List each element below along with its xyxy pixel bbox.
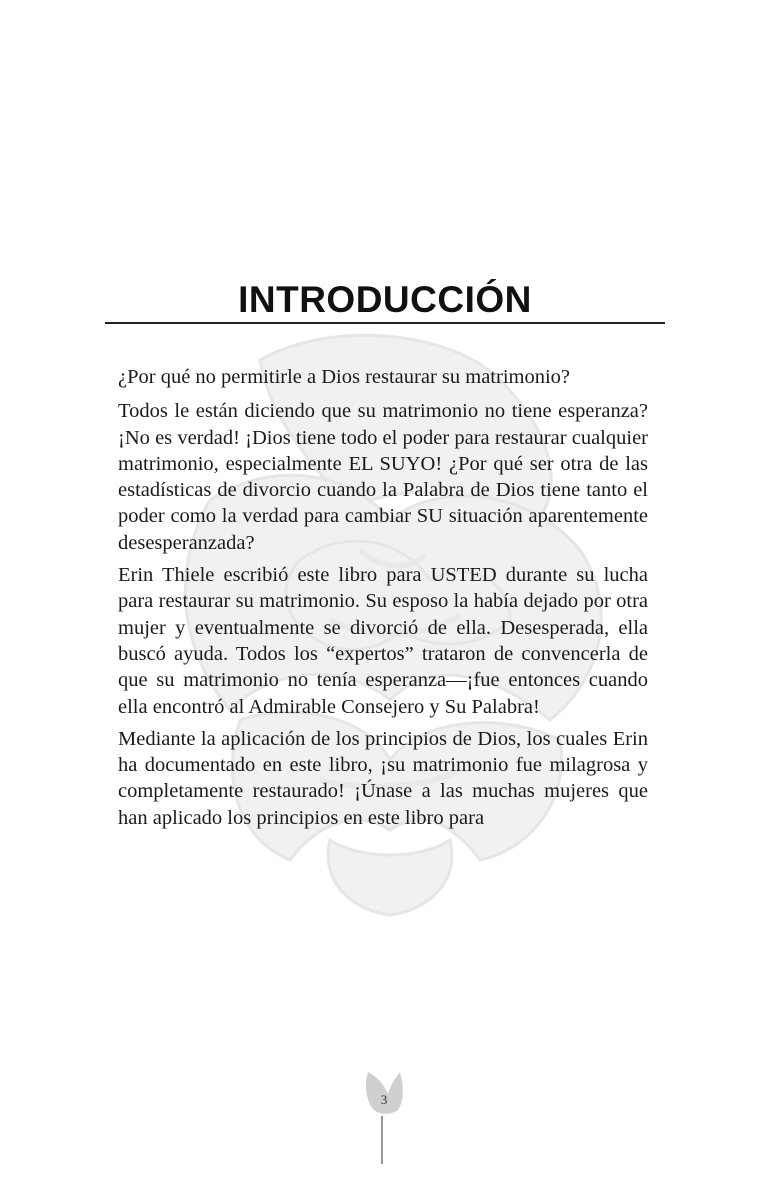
body-text: [118, 364, 648, 837]
heading-divider: [105, 322, 665, 324]
chapter-heading: [105, 278, 665, 324]
paragraph: ¿Por qué no permitirle a Dios restaurar su matrimonio?: [118, 366, 571, 388]
paragraph: Todos le están diciendo que su matrimonio no tiene esperanza? ¡No es verdad! ¡Dios tiene todo el poder para restaurar cualquier matrimonio, especialmente EL SUYO! ¿Por qué ser otra de las estadísticas de divorcio cuando la Palabra de Dios tiene tanto el poder como la verdad para cambiar SU situación aparentemente desesperanzada?: [118, 400, 648, 554]
paragraph: Erin Thiele escribió este libro para USTED durante su lucha para restaurar su matrimonio. Su esposo la había dejado por otra mujer y eventualmente se divorció de ella. Desesperada, ella buscó ayuda. Todos los “expertos” trataron de convencerla de que su matrimonio no tenía esperanza—¡fue entonces cuando ella encontró al Admirable Consejero y Su Palabra!: [118, 564, 648, 718]
chapter-title: INTRODUCCIÓN: [238, 279, 532, 320]
page-number: 3: [380, 1092, 388, 1107]
paragraph: Mediante la aplicación de los principios de Dios, los cuales Erin ha documentado en este libro, ¡su matrimonio fue milagrosa y completamente restaurado! ¡Únase a las muchas mujeres que han aplicado los principios en este libro para: [118, 727, 648, 829]
tulip-leaf-icon: [360, 1064, 410, 1168]
